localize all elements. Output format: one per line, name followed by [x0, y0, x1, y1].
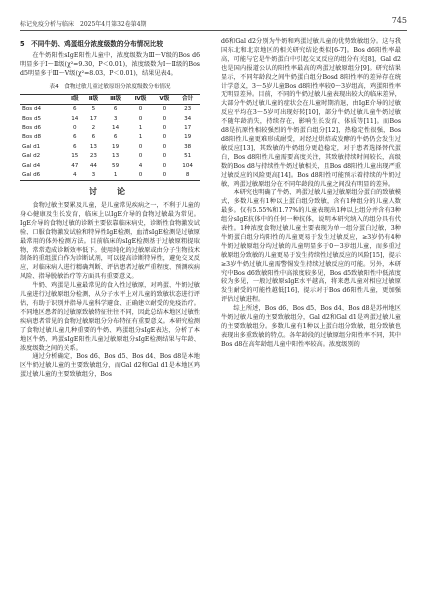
discussion-paragraph-1: 食物过敏主要累及儿童，是儿童常见疾病之一，不利于儿童的身心健康及生长发育，临床上以IgE介导的食物过敏最为常见。IgE介导的食物过敏的诊断主要依靠临床病史，诊断性食物激发试验、口服食物激发试验和特异性IgE检测，血清sIgE检测是过敏原最常用的体外检测方法。目前临床的sIgE检测基于过敏原粗提取物，常常造成诊断效率低下。使用纯化的过敏原或由分子生物技术制备的重组蛋白作为诊断试剂，可以提高诊断特异性，避免交叉反应，对临床病人进行精确判断、评估患者过敏严重程度、预测疾病风险、指导脱敏治疗等方面具有重要意义。	[20, 202, 200, 281]
table-cell: 15	[71, 153, 79, 160]
table-header-cell: Ⅰ级	[70, 95, 79, 102]
table-row-label: Gal d2	[22, 153, 41, 160]
table-row	[20, 161, 200, 170]
table-cell: 13	[112, 153, 120, 160]
table-cell: 3	[113, 115, 118, 122]
table-row	[20, 105, 200, 115]
table-header-cell	[20, 94, 66, 104]
conclusion-paragraph: 综上所述，Bos d6、Bos d5、Bos d4、Bos d8是苏州地区牛奶过敏儿童的主要致敏组分，Gal d2和Gal d1是鸡蛋过敏儿童的主要致敏组分。多数儿童有1种以上蛋白组分致敏，组分致敏也表现出多重致敏的特点。各年龄段的过敏原组分阳性率不同，其中Bos d8在高年龄组儿童中阳性率较高。浓度级别的	[221, 305, 401, 348]
table-cell: 13	[89, 143, 97, 150]
header-rule	[20, 30, 407, 31]
table-cell: 51	[184, 153, 192, 160]
table-cell: 0	[138, 171, 143, 178]
table-cell: 6	[73, 106, 77, 113]
page-number: 745	[391, 16, 407, 25]
table-row	[20, 171, 200, 181]
table-cell: 0	[162, 115, 167, 122]
discussion-paragraph-3: 通过分析确定，Bos d6、Bos d5、Bos d4、Bos d8是本地区牛奶过敏儿童的主要致敏组分，而Gal d2和Gal d1是本地区鸡蛋过敏儿童的主要致敏组分，Bos	[20, 353, 200, 379]
table-header-row	[20, 94, 200, 104]
table-cell: 23	[89, 153, 97, 160]
table-cell: 0	[138, 153, 143, 160]
table-cell: 104	[182, 162, 193, 169]
right-column	[221, 38, 401, 350]
table-cell: 0	[162, 153, 167, 160]
table-row-label: Bos d6	[22, 125, 42, 132]
journal-info: 标记免疫分析与临床 2025年4月第32卷第4期	[20, 21, 147, 28]
table-cell: 23	[184, 106, 192, 113]
table-cell: 14	[112, 125, 120, 132]
table-cell: 59	[112, 162, 120, 169]
table-cell: 3	[91, 171, 96, 178]
table-cell: 0	[162, 106, 167, 113]
table-cell: 6	[73, 143, 77, 150]
discussion-heading: 讨 论	[89, 187, 131, 197]
table-cell: 6	[113, 106, 118, 113]
table-cell: 5	[91, 106, 96, 113]
table-row	[20, 133, 200, 142]
table-header-cell: Ⅳ级	[134, 95, 147, 102]
table-cell: 47	[71, 162, 79, 169]
table-cell: 2	[91, 125, 96, 132]
table-cell: 0	[138, 143, 143, 150]
table-header-cell: Ⅱ级	[88, 95, 99, 102]
section-paragraph: 在牛奶阳性sIgE阳性儿童中，浓度级数为Ⅲ～Ⅴ级的Bos d6明显多于Ⅰ～Ⅱ级(χ²=9.30，P＜0.01)，浓度级数为Ⅰ～Ⅱ级的Bos d5明显多于Ⅲ～Ⅴ级(χ²=8.03，P＜0.01)，结果见表4。	[20, 52, 200, 77]
table-row	[20, 152, 200, 161]
table-cell: 6	[73, 134, 77, 141]
table-row-label: Gal d1	[22, 143, 41, 150]
table-cell: 17	[184, 125, 192, 132]
table-cell: 4	[73, 171, 77, 178]
table-row-label: Bos d8	[22, 134, 42, 141]
table-row	[20, 114, 200, 123]
table-cell: 1	[138, 134, 143, 141]
table-row-label: Gal d4	[22, 162, 41, 169]
table-cell: 0	[162, 143, 167, 150]
grade-distribution-table	[20, 94, 200, 182]
table-cell: 38	[184, 143, 192, 150]
running-header	[20, 16, 407, 28]
left-column	[20, 38, 200, 380]
table-cell: 1	[113, 171, 118, 178]
table-cell: 0	[162, 171, 167, 178]
table-cell: 1	[138, 125, 143, 132]
table-cell: 0	[138, 115, 143, 122]
table-cell: 4	[138, 162, 143, 169]
table-cell: 44	[89, 162, 97, 169]
table-caption: 表4 食物过敏儿童过敏原组分浓度级数分布情况	[49, 83, 171, 90]
table-row-label: Bos d4	[22, 106, 42, 113]
table-cell: 0	[162, 134, 167, 141]
table-cell: 19	[184, 134, 192, 141]
table-cell: 6	[113, 134, 118, 141]
table-row-label: Gal d6	[22, 171, 41, 178]
table-cell: 0	[162, 162, 167, 169]
table-cell: 17	[89, 115, 97, 122]
table-cell: 34	[184, 115, 192, 122]
table-header-cell: Ⅲ级	[110, 95, 122, 102]
table-row	[20, 124, 200, 133]
discussion-paragraph-2: 牛奶、鸡蛋是儿童最常见的食入性过敏原，对鸡蛋、牛奶过敏儿童进行过敏原组分检测，从分子水平上对儿童的致敏状态进行评估，有助于识别并指导儿童科学避食、正确建立耐受的免疫治疗。不同地区患者的过敏原致敏特征往往不同，因此总结本地区过敏性疾病患者常见的食物过敏原组分分布特征有重要意义。本研究检测了食物过敏儿童几种重要的牛奶、鸡蛋组分sIgE表达，分析了本地区牛奶、鸡蛋sIgE阳性儿童过敏原组分sIgE检测结果与年龄、浓度级数之间的关系。	[20, 282, 200, 352]
section-heading: 5 不同牛奶、鸡蛋组分浓度级数的分布情况比较	[20, 40, 164, 48]
table-cell: 0	[162, 125, 167, 132]
table-cell: 0	[138, 106, 143, 113]
table-cell: 14	[71, 115, 79, 122]
table-row-label: Bos d5	[22, 115, 42, 122]
table-header-cell: Ⅴ级	[159, 95, 170, 102]
table-header-cell: 合计	[182, 95, 194, 102]
table-cell: 6	[91, 134, 96, 141]
table-cell: 0	[73, 125, 77, 132]
table-cell: 19	[112, 143, 120, 150]
table-cell: 8	[185, 171, 190, 178]
continued-paragraph: d6和Gal d2分别为牛奶和鸡蛋过敏儿童的优势致敏组分。这与我国东北和北京地区的相关研究结论类似[6-7]。Bos d6阳性率最高，可能与它是牛奶蛋白中引起交叉反应的组分有关[8]，Gal d2也是国内报道公认的阳性率最高的鸡蛋过敏原组分[9]。研究结果显示，不同年龄段之间牛奶蛋白组分Bosd 8阳性率的差异存在统计学意义，3～5岁儿童Bos d8阳性率较0～3岁组高，鸡蛋阳性率无明显差异。目前，不同的牛奶过敏儿童表现出较大的临床差异，大部分牛奶过敏儿童的症状会在儿童时期消退，由IgE介导的过敏反应平均在3～5岁可出现好转[10]，部分牛奶过敏儿童牛奶过敏不随年龄消失，持续存在，影响生长发育、体质等[11]。而Bos d8是抗原性相较强烈的牛奶蛋白组分[12]，热稳定性很强，Bos d8阳性儿童更难形成耐受，对经过烘焙或发酵的牛奶仍会发生过敏反应[13]，其致敏的牛奶组分更趋稳定，对于患者选择替代蛋白，Bos d8阳性儿童需要高度关注，其致敏持续时间较长，高级数的Bos d8与持续性牛奶过敏相关，且Bos d8阳性儿童出现严重过敏反应的风险更高[14]。Bos d8阳性可能预示着持续的牛奶过敏，鸡蛋过敏原组分在不同年龄段的儿童之间没有明显的差异。	[221, 38, 401, 188]
body-paragraph: 本研究也明确了牛奶、鸡蛋过敏儿童过敏原组分蛋白的致敏模式，多数儿童有1种以上蛋白组分致敏，含有1种组分的儿童人数最多。仅有5.55%和1.77%的儿童表现出1种以上组分并含有3种组分sIgE抗体中的任何一种抗体，说明本研究纳入的组分具有代表性。1种浓度食物过敏儿童主要表现为单一组分蛋白过敏，3种牛奶蛋白组分均阳性的儿童更易于发生过敏反应，≥3岁仍有4种牛奶过敏原组分均过敏的儿童明显多于0～3岁组儿童，而多重过敏原组分致敏的儿童更易于发生持续性过敏反应的风险[15]，提示≥3岁牛奶过敏儿童需警惕发生持续过敏反应的可能。另外，本研究中Bos d6致敏阳性中高浓度较多见，Bos d5致敏阳性中低浓度较为多见，一般过敏原sIgE水平越高，将来患儿童对相应过敏原发生耐受的可能性越低[16]，提示对于Bos d6阳性儿童，更加强评估过敏进程。	[221, 189, 401, 304]
table-row	[20, 143, 200, 152]
